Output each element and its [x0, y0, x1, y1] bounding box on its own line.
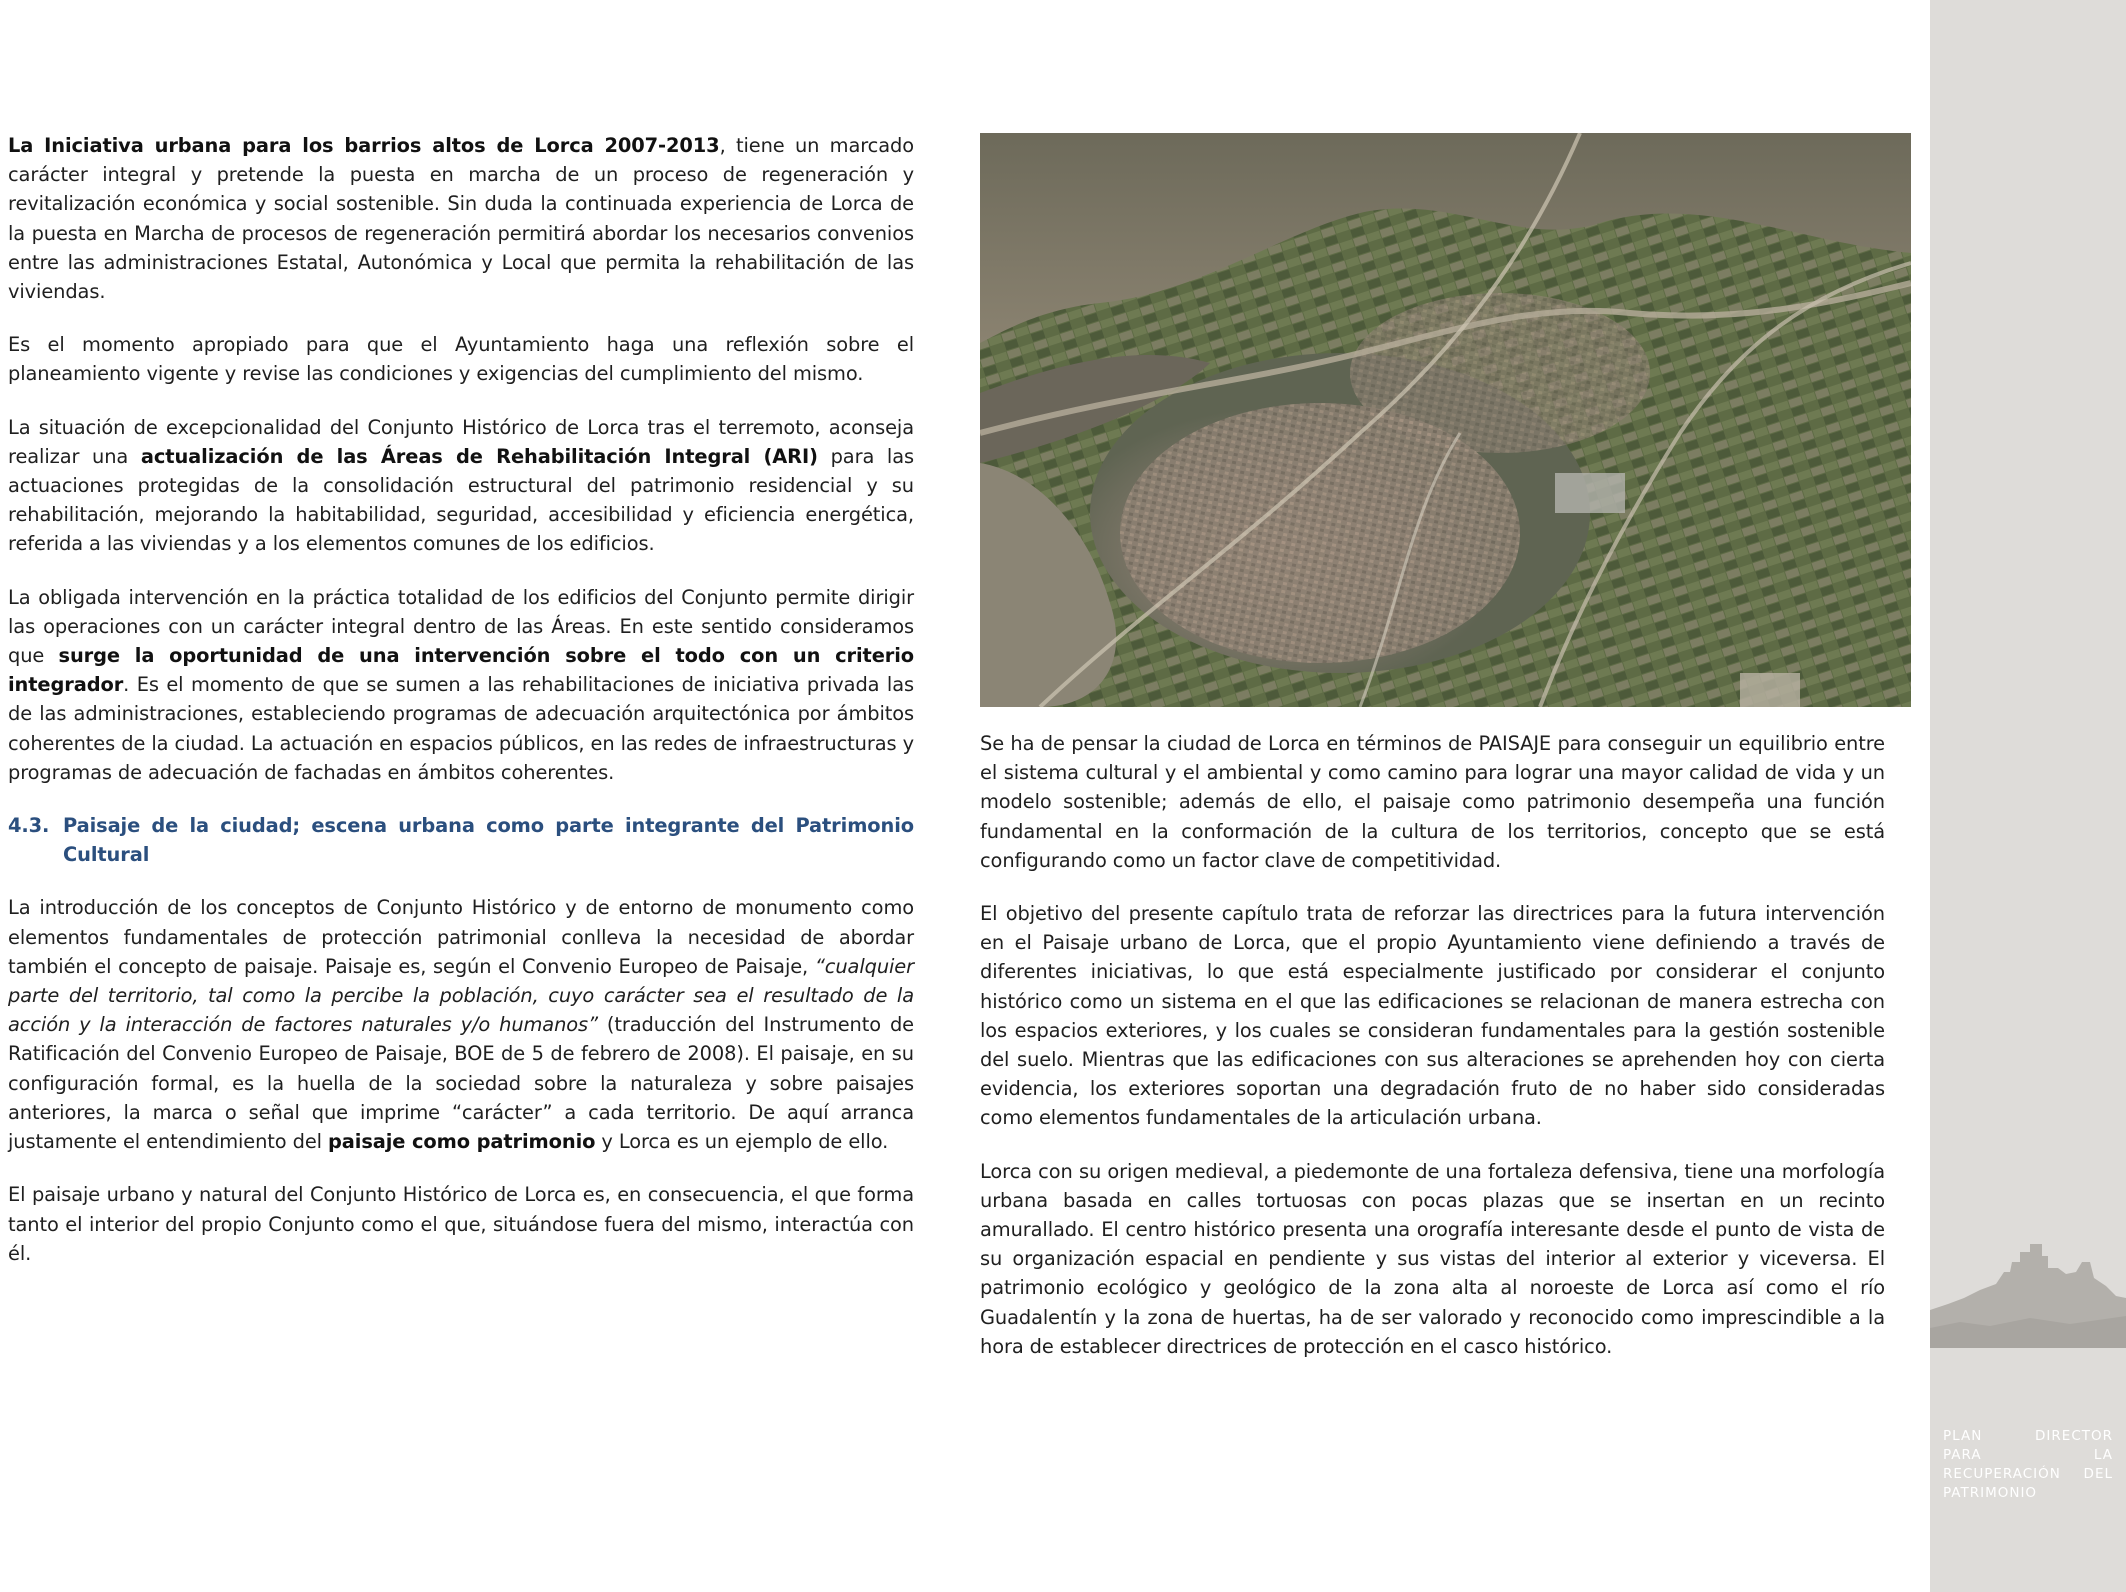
sidebar-band: [1930, 0, 2126, 1592]
brand-word: DEL: [2083, 1466, 2113, 1482]
brand-word: LA: [2093, 1447, 2113, 1463]
paragraph-origen: Lorca con su origen medieval, a piedemonte de una fortaleza defensiva, tiene una morfología urbana basada en calles tortuosas con pocas plazas que se insertan en un recinto amurallado. El centro histórico presenta una orografía interesante desde el punto de vista de su organización espacial en pendiente y sus vistas del interior al exterior y viceversa. El patrimonio ecológico y geológico de la zona alta al noroeste de Lorca así como el río Guadalentín y la zona de huertas, ha de ser valorado y reconocido como imprescindible a la hora de establecer directrices de protección en el casco histórico.: [980, 1159, 1885, 1358]
left-text-column: [8, 131, 914, 1292]
aerial-photo-lorca: [980, 133, 1911, 707]
paragraph-conjunto: El paisaje urbano y natural del Conjunto Histórico de Lorca es, en consecuencia, el que forma tanto el interior del propio Conjunto como el que, situándose fuera del mismo, interactúa con él.: [8, 1183, 914, 1265]
brand-text: [1943, 1427, 2113, 1503]
brand-word: PATRIMONIO: [1943, 1485, 2038, 1501]
intro-paragraph: [8, 131, 914, 306]
section-heading: [8, 811, 914, 869]
castle-logo: [1930, 1238, 2126, 1348]
section-number: 4.3.: [8, 814, 50, 838]
paisaje-text-b: (traducción del Instrumento de Ratificación del Convenio Europeo de Paisaje, BOE de 5 de febrero de 2008). El paisaje, en su configuración formal, es la huella de la sociedad sobre la naturaleza y sobre paisajes anteriores, la marca o señal que imprime “carácter” a cada territorio. De aquí arranca justamente el entendimiento del: [8, 1013, 914, 1154]
right-text-column: [980, 729, 1885, 1385]
paragraph-objetivo: El objetivo del presente capítulo trata de reforzar las directrices para la futura intervención en el Paisaje urbano de Lorca, que el propio Ayuntamiento viene definiendo a través de diferentes iniciativas, lo que está especialmente justificado por considerar el conjunto histórico como un sistema en el que las edificaciones se relacionan de manera estrecha con los espacios exteriores, y los cuales se consideran fundamentales para la gestión sostenible del suelo. Mientras que las edificaciones con sus alteraciones se aprehenden hoy con cierta evidencia, los exteriores soportan una degradación fruto de no haber sido consideradas como elementos fundamentales de la articulación urbana.: [980, 902, 1885, 1130]
intervencion-text-a: La obligada intervención en la práctica totalidad de los edificios del Conjunto permite dirigir las operaciones con un carácter integral dentro de las Áreas. En este sentido consideramos que: [8, 585, 914, 668]
brand-word: RECUPERACIÓN: [1943, 1466, 2061, 1482]
paisaje-text-a: La introducción de los conceptos de Conjunto Histórico y de entorno de monumento como elementos fundamentales de protección patrimonial conlleva la necesidad de abordar también el concepto de paisaje. Paisaje es, según el Convenio Europeo de Paisaje,: [8, 896, 914, 978]
intervencion-text-b: . Es el momento de que se sumen a las rehabilitaciones de iniciativa privada las de las administraciones, estableciendo programas de adecuación arquitectónica por ámbitos coherentes de la ciudad. La actuación en espacios públicos, en las redes de infraestructuras y programas de adecuación de fachadas en ámbitos coherentes.: [8, 673, 914, 784]
intro-bold: La Iniciativa urbana para los barrios altos de Lorca 2007-2013: [8, 134, 720, 157]
ari-text-b: para las actuaciones protegidas de la consolidación estructural del patrimonio residencial y su rehabilitación, mejorando la habitabilidad, seguridad, accesibilidad y eficiencia energética, referida a las viviendas y a los elementos comunes de los edificios.: [8, 444, 914, 556]
paisaje-text-c: y Lorca es un ejemplo de ello.: [595, 1130, 889, 1154]
intro-text: , tiene un marcado carácter integral y pretende la puesta en marcha de un proceso de regeneración y revitalización económica y social sostenible. Sin duda la continuada experiencia de Lorca de la puesta en Marcha de procesos de regeneración permitirá abordar los necesarios convenios entre las administraciones Estatal, Autonómica y Local que permita la rehabilitación de las viviendas.: [8, 134, 914, 304]
paisaje-bold: paisaje como patrimonio: [328, 1130, 596, 1154]
paragraph-intervencion: [8, 583, 914, 787]
paragraph-ari: [8, 413, 914, 559]
ari-bold: actualización de las Áreas de Rehabilitación Integral (ARI): [140, 444, 818, 468]
paragraph-paisaje: [8, 893, 914, 1156]
brand-word: PLAN: [1943, 1428, 1983, 1444]
ari-text-a: La situación de excepcionalidad del Conjunto Histórico de Lorca tras el terremoto, aconseja realizar una: [8, 415, 914, 468]
brand-word: PARA: [1943, 1447, 1982, 1463]
aerial-photo-illustration: [980, 133, 1911, 707]
paisaje-quote: “cualquier parte del territorio, tal como la percibe la población, cuyo carácter sea el resultado de la acción y la interacción de factores naturales y/o humanos”: [8, 954, 914, 1037]
paragraph-equilibrio: Se ha de pensar la ciudad de Lorca en términos de PAISAJE para conseguir un equilibrio entre el sistema cultural y el ambiental y como camino para lograr una mayor calidad de vida y un modelo sostenible; además de ello, el paisaje como patrimonio desempeña una función fundamental en la conformación de la cultura de los territorios, concepto que se está configurando como un factor clave de competitividad.: [980, 732, 1885, 872]
intervencion-bold: surge la oportunidad de una intervención sobre el todo con un criterio integrador: [8, 644, 915, 697]
brand-word: DIRECTOR: [2035, 1428, 2113, 1444]
section-title: Paisaje de la ciudad; escena urbana como parte integrante del Patrimonio Cultural: [63, 814, 914, 867]
paragraph-reflexion: Es el momento apropiado para que el Ayuntamiento haga una reflexión sobre el planeamiento vigente y revise las condiciones y exigencias del cumplimiento del mismo.: [8, 333, 914, 386]
